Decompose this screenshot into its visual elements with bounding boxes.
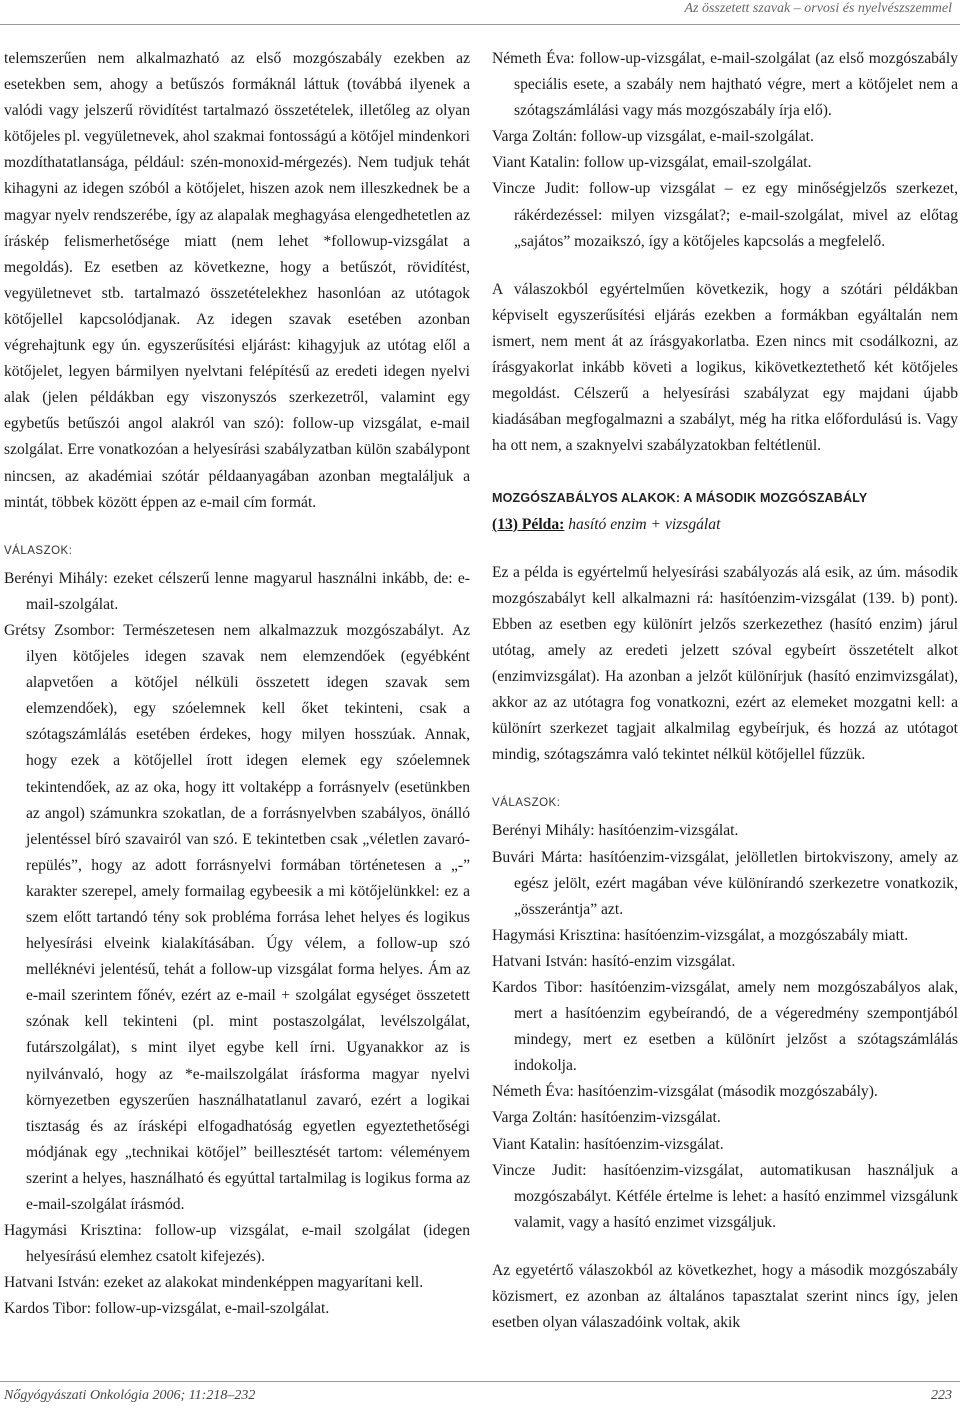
answer-item: Hatvani István: hasító-enzim vizsgálat. [492, 952, 736, 970]
left-column [4, 46, 470, 1323]
page-number: 223 [931, 1388, 952, 1403]
answer-item: Hagymási Krisztina: follow-up vizsgálat, e-mail szolgálat (idegen helyesírású elemhez csatolt kifejezés). [4, 1222, 470, 1266]
example-line [492, 512, 958, 538]
paragraph: telemszerűen nem alkalmazható az első mozgószabály ezekben az esetekben sem, ahogy a betűszós formáknál láttuk (továbbá ilyenek a valódi vagy jelszerű rövidítést tartalmazó összetételek, illetőleg az olyan kötőjeles pl. vegyületnevek, ahol szakmai fontosságú a kötőjel mindenkori mozdíthatatlansága, például: szén-monoxid-mérgezés). Nem tudjuk tehát kihagyni az idegen szóból a kötőjelet, hiszen azok nem illeszkednek be a magyar nyelv rendszerébe, így az alapalak meghagyása elengedhetetlen az íráskép felismerhetősége miatt (nem lehet *followup-vizsgálat a megoldás). Ez esetben az következne, hogy a betűszót, rövidítést, vegyületnevet stb. tartalmazó összetételekhez hasonlóan az utótagok kötőjellel kapcsolódjanak. Az idegen szavak esetében azonban végrehajtunk egy ún. egyszerűsítési eljárást: kihagyjuk az utótag elől a kötőjelet, legyen bármilyen nyelvtani felépítésű az eredeti idegen nyelvi alak (jelen példákban egy viszonyszós szerkezetről, valamint egy egybetűs betűszói angol alakról van szó): follow-up vizsgálat, e-mail szolgálat. Erre vonatkozóan a helyesírási szabályzatban külön szabálypont nincsen, az akadémiai szótár példaanyagában azonban megtaláljuk a mintát, többek között éppen az e-mail cím formát. [4, 50, 470, 511]
answer-item: Buvári Márta: hasítóenzim-vizsgálat, jelölletlen birtokviszony, amely az egész jelölt, ezért magában véve különírandó szerkezetre vonatkozik, „összerántja” azt. [492, 848, 958, 918]
footer-rule [0, 1381, 960, 1382]
right-column [492, 46, 958, 1336]
answer-item: Németh Éva: hasítóenzim-vizsgálat (második mozgószabály). [492, 1083, 878, 1101]
answer-item: Viant Katalin: follow up-vizsgálat, email-szolgálat. [492, 154, 812, 172]
paragraph: Az egyetértő válaszokból az következhet, hogy a második mozgószabály közismert, ez azonban az általános tapasztalat szerint nincs így, jelen esetben olyan válaszadóink voltak, akik [492, 1261, 958, 1332]
example-label: (13) Példa: [492, 515, 565, 533]
answer-item: Varga Zoltán: follow-up vizsgálat, e-mail-szolgálat. [492, 128, 814, 146]
example-text: hasító enzim + vizsgálat [564, 515, 721, 533]
paragraph: A válaszokból egyértelműen következik, hogy a szótári példákban képviselt egyszerűsítési eljárás ezekben a formákban egyáltalán nem ismert, nem ment át az írásgyakorlatba. Ezen nincs mit csodálkozni, az írásgyakorlat inkább követi a logikus, kikövetkeztethető két kötőjeles megoldást. Célszerű a helyesírási szabályzat egy majdani újabb kiadásában megfogalmazni a szabályt, még ha ritka előfordulású is. Vagy ha ott nem, a szaknyelvi szabályzatokban feltétlenül. [492, 280, 958, 455]
answer-item: Varga Zoltán: hasítóenzim-vizsgálat. [492, 1109, 721, 1127]
answer-item: Németh Éva: follow-up-vizsgálat, e-mail-szolgálat (az első mozgószabály speciális esete, a szabály nem hajtható végre, mert a kötőjelet nem a szótagszámlálási vagy más mozgószabály írja elő). [492, 50, 958, 120]
journal-citation: Nőgyógyászati Onkológia 2006; 11:218–232 [4, 1388, 256, 1403]
answer-item: Hatvani István: ezeket az alakokat mindenképpen magyarítani kell. [4, 1274, 424, 1292]
answer-item: Kardos Tibor: hasítóenzim-vizsgálat, amely nem mozgószabályos alak, mert a hasítóenzim egybeírandó, de a végeredmény szempontjából mindegy, mert ez esetben a különírt jelzőst a szótagszámlálás indokolja. [492, 979, 958, 1075]
answer-item: Berényi Mihály: ezeket célszerű lenne magyarul használni inkább, de: e-mail-szolgálat. [4, 569, 470, 613]
answer-item: Hagymási Krisztina: hasítóenzim-vizsgálat, a mozgószabály miatt. [492, 926, 909, 944]
answer-item: Grétsy Zsombor: Természetesen nem alkalmazzuk mozgószabályt. Az ilyen kötőjeles idegen szavak nem elemzendőek (egyébként alapvetően a kötőjel nélküli összetett idegen szavak sem elemzendőek), egy szóelemnek kell őket tekinteni, csak a szótagszámlálás esetében érdekes, hogy milyen hosszúak. Annak, hogy ezek a kötőjellel írott idegen elemek egy szóelemnek tekintendőek, az az oka, hogy itt voltaképp a forrásnyelv (esetünkben az angol) számunkra szokatlan, de a forrásnyelvben szabályos, önálló jelentéssel bíró szavairól van szó. E tekintetben csak „véletlen zavaró- repülés”, hogy az adott forrásnyelvi formában történetesen a „-” karakter szerepel, amely formailag egybeesik a mi kötőjelünkkel: ez a szem előtt tartandó tény sok probléma forrása lehet helyes és logikus helyesírási elveink kialakításában. Úgy vélem, a follow-up szó melléknévi jelentésű, tehát a follow-up vizsgálat forma helyes. Ám az e-mail szerintem főnév, ezért az e-mail + szolgálat egységet összetett szónak kell tekinteni (pl. mint postaszolgálat, levélszolgálat, futárszolgálat), s mint ilyet egybe kell írni. Ugyanakkor az is nyilvánvaló, hogy az *e-mailszolgálat írásforma magyar nyelvi környezetben egyszerűen használhatatlanul zavaró, ezért a logikai tisztaság és az írásképi elfogadhatóság egyetlen egyeztethetőségi módjának egy „technikai kötőjel” beillesztését tartom: véleményem szerint a helyes, használható és egyúttal tartalmilag is logikus forma az e-mail-szolgálat írásmód. [4, 621, 470, 1214]
paragraph: Ez a példa is egyértelmű helyesírási szabályozás alá esik, az úm. második mozgószabályt kell alkalmazni rá: hasítóenzim-vizsgálat (139. b) pont). Ebben az esetben egy különírt jelzős szerkezethez (hasító enzim) járul utótag, amely az eredeti jelzett szóval egybeírt összetételt alkot (enzimvizsgálat). Ha azonban a jelzőt különírjuk (hasító enzimvizsgálat), akkor az az utótagra fog vonatkozni, ezért az elemeket mozgatni kell: a különírt szerkezet tagjait alkalmilag egybeírjuk, és hozzá az utótagot mindig, szótagszámra való tekintet nélkül kötőjellel fűzzük. [492, 563, 958, 764]
header-rule [0, 24, 960, 25]
answer-item: Viant Katalin: hasítóenzim-vizsgálat. [492, 1135, 724, 1153]
running-head: Az összetett szavak – orvosi és nyelvészszemmel [684, 1, 952, 16]
answer-item: Vincze Judit: follow-up vizsgálat – ez egy minőségjelzős szerkezet, rákérdezéssel: milyen vizsgálat?; e-mail-szolgálat, mivel az előtag „sajátos” mozaikszó, így a kötőjeles kapcsolás a megfelelő. [492, 180, 958, 250]
answer-item: Vincze Judit: hasítóenzim-vizsgálat, automatikusan használjuk a mozgószabályt. Kétféle értelme is lehet: a hasító enzimmel vizsgálunk valamit, vagy a hasító enzimet vizsgáljuk. [492, 1161, 958, 1231]
answers-label: VÁLASZOK: [492, 797, 561, 810]
answer-item: Berényi Mihály: hasítóenzim-vizsgálat. [492, 822, 739, 840]
section-heading: MOZGÓSZABÁLYOS ALAKOK: A MÁSODIK MOZGÓSZABÁLY [492, 491, 868, 506]
answers-label: VÁLASZOK: [4, 544, 73, 557]
answer-item: Kardos Tibor: follow-up-vizsgálat, e-mail-szolgálat. [4, 1300, 330, 1318]
